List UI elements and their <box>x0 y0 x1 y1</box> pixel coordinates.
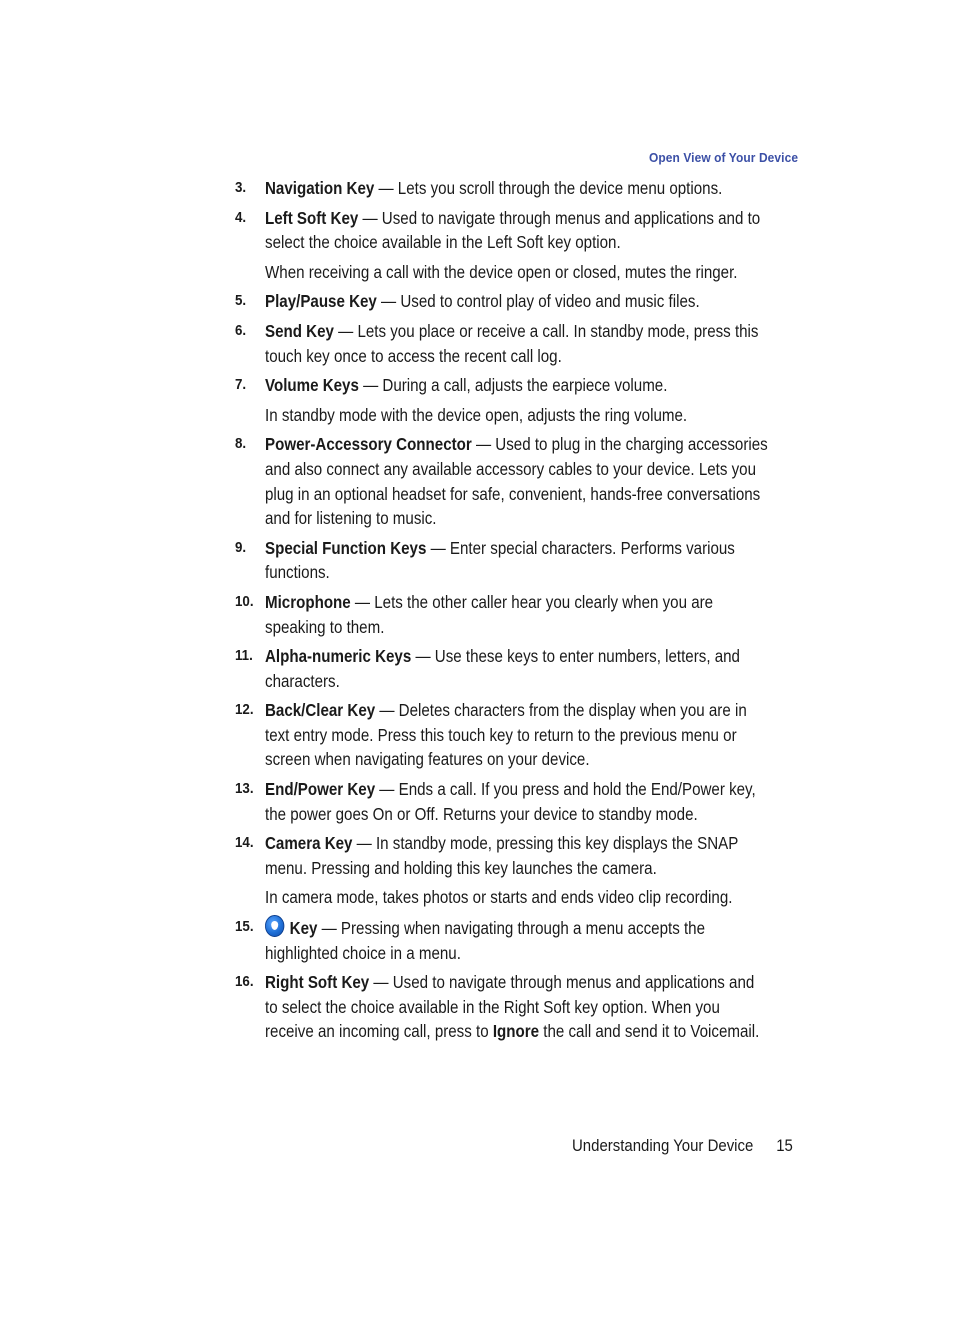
item-number: 12. <box>235 702 254 719</box>
item-term: Volume Keys <box>265 375 359 396</box>
item-term: Navigation Key <box>265 178 375 198</box>
item-term: Alpha-numeric Keys <box>265 646 412 667</box>
list-item <box>235 970 800 1044</box>
item-number: 8. <box>235 436 247 453</box>
item-text-line: — Pressing when navigating through a menu accepts the <box>317 918 705 939</box>
item-term: Left Soft Key <box>265 207 359 228</box>
item-description <box>265 698 828 772</box>
item-term: Play/Pause Key <box>265 291 377 312</box>
item-description <box>265 915 828 965</box>
item-text-line: — Lets the other caller hear you clearly when you are <box>350 591 714 612</box>
item-text-line: — Deletes characters from the display when you are in <box>375 700 747 721</box>
list-item <box>235 432 800 530</box>
item-description <box>265 206 828 255</box>
item-text-line: the call and send it to Voicemail. <box>539 1021 760 1042</box>
list-item <box>235 644 800 693</box>
item-term: Send Key <box>265 320 334 341</box>
item-text-line: — In standby mode, pressing this key displays the SNAP <box>352 833 739 854</box>
item-text-line: — Use these keys to enter numbers, letters, and <box>411 646 740 667</box>
item-description <box>265 536 828 585</box>
list-item <box>235 698 800 772</box>
list-item <box>235 831 800 910</box>
key-list <box>235 176 800 1049</box>
list-item <box>235 373 800 427</box>
page-footer <box>572 1136 793 1156</box>
item-description <box>265 176 828 201</box>
list-item <box>235 536 800 585</box>
item-text-line: — Used to navigate through menus and applications and to <box>358 207 761 228</box>
item-text-line: and for listening to music. <box>265 508 437 529</box>
item-term: Microphone <box>265 591 351 612</box>
item-term: Key <box>289 918 318 939</box>
item-text-line: plug in an optional headset for safe, convenient, hands-free conversations <box>265 483 761 504</box>
ignore-term: Ignore <box>492 1021 540 1042</box>
item-description <box>265 777 828 826</box>
item-text-line: functions. <box>265 562 330 583</box>
item-number: 4. <box>235 209 247 226</box>
item-note: When receiving a call with the device open or closed, mutes the ringer. <box>265 261 738 282</box>
item-text-line: to select the choice available in the Right Soft key option. When you <box>265 996 720 1017</box>
item-description <box>265 432 828 530</box>
item-number: 5. <box>235 293 247 310</box>
item-text-line: — Used to navigate through menus and applications and <box>369 972 755 993</box>
item-text-line: and also connect any available accessory cables to your device. Lets you <box>265 458 757 479</box>
item-number: 6. <box>235 322 247 339</box>
item-text-line: — Lets you place or receive a call. In standby mode, press this <box>333 320 759 341</box>
item-number: 15. <box>235 919 254 936</box>
item-term: Special Function Keys <box>265 537 427 558</box>
list-item <box>235 915 800 965</box>
item-description <box>265 831 828 880</box>
section-title: Open View of Your Device <box>648 150 798 165</box>
ok-key-icon <box>265 915 284 937</box>
item-number: 3. <box>235 180 247 196</box>
list-item <box>235 590 800 639</box>
item-term: Power-Accessory Connector <box>265 434 472 455</box>
item-text-line: — Enter special characters. Performs various <box>426 537 735 558</box>
item-number: 9. <box>235 539 247 556</box>
item-text-line: highlighted choice in a menu. <box>265 942 461 963</box>
item-note: In camera mode, takes photos or starts and ends video clip recording. <box>265 887 733 908</box>
list-item <box>235 319 800 368</box>
item-text-line: menu. Pressing and holding this key launches the camera. <box>265 857 657 878</box>
list-item <box>235 206 800 285</box>
item-term: Back/Clear Key <box>265 700 376 721</box>
item-term: End/Power Key <box>265 779 376 800</box>
item-description <box>265 289 828 314</box>
item-text-line: speaking to them. <box>265 616 385 637</box>
item-number: 10. <box>235 593 254 610</box>
item-description <box>265 590 828 639</box>
item-number: 13. <box>235 781 254 798</box>
item-text-line: — Used to plug in the charging accessories <box>471 434 768 455</box>
item-number: 14. <box>235 835 254 852</box>
item-description <box>265 970 828 1044</box>
item-text-line: text entry mode. Press this touch key to return to the previous menu or <box>265 724 737 745</box>
item-text-line: — Lets you scroll through the device menu options. <box>374 178 723 198</box>
chapter-title: Understanding Your Device <box>572 1136 754 1155</box>
item-text-line: the power goes On or Off. Returns your device to standby mode. <box>265 803 698 824</box>
page-number: 15 <box>776 1136 793 1155</box>
item-text-line: — Used to control play of video and music files. <box>376 291 700 312</box>
item-number: 16. <box>235 974 254 991</box>
item-text-line: receive an incoming call, press to <box>265 1021 493 1042</box>
item-note: In standby mode with the device open, adjusts the ring volume. <box>265 404 688 425</box>
list-item <box>235 176 800 201</box>
list-item <box>235 289 800 314</box>
item-description <box>265 319 828 368</box>
item-text-line: — During a call, adjusts the earpiece volume. <box>358 375 668 396</box>
item-text-line: touch key once to access the recent call log. <box>265 345 562 366</box>
item-text-line: select the choice available in the Left Soft key option. <box>265 232 621 253</box>
item-number: 7. <box>235 377 247 394</box>
item-description <box>265 373 828 398</box>
item-term: Right Soft Key <box>265 972 370 993</box>
item-description <box>265 644 828 693</box>
list-item <box>235 777 800 826</box>
item-text-line: screen when navigating features on your device. <box>265 749 590 770</box>
item-number: 11. <box>235 648 253 665</box>
item-text-line: — Ends a call. If you press and hold the End/Power key, <box>375 779 756 800</box>
item-term: Camera Key <box>265 833 353 854</box>
item-text-line: characters. <box>265 670 340 691</box>
